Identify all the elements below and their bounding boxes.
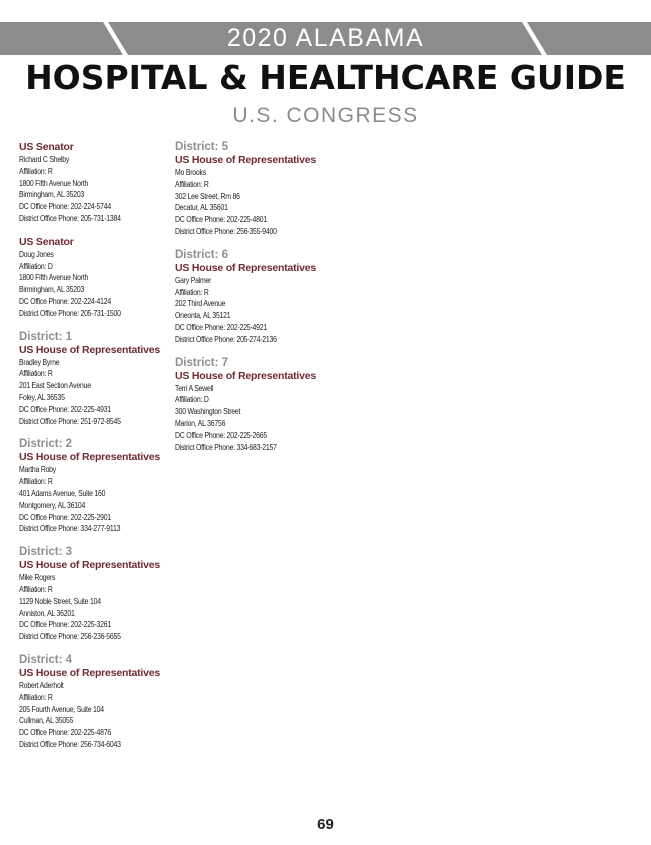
affiliation: Affiliation: D xyxy=(19,261,53,271)
district-label: District: 5 xyxy=(175,141,229,153)
city-state-zip: Montgomery, AL 36104 xyxy=(19,500,86,510)
right-column xyxy=(175,141,325,464)
district-label: District: 7 xyxy=(175,356,229,369)
affiliation: Affiliation: D xyxy=(175,395,209,405)
office-title: US House of Representatives xyxy=(19,343,161,356)
street-address: 202 Third Avenue xyxy=(175,299,226,309)
district-label: District: 3 xyxy=(19,546,73,559)
city-state-zip: Cullman, AL 35055 xyxy=(19,716,74,726)
congress-entry xyxy=(19,236,169,320)
city-state-zip: Birmingham, AL 35203 xyxy=(19,285,85,295)
dc-office-phone: DC Office Phone: 202-225-4921 xyxy=(175,322,267,332)
congress-entry xyxy=(19,331,169,428)
dc-office-phone: DC Office Phone: 202-225-2901 xyxy=(19,512,111,522)
district-office-phone: District Office Phone: 256-734-6043 xyxy=(19,739,121,749)
representative-name: Mo Brooks xyxy=(175,168,206,177)
district-label: District: 1 xyxy=(19,330,73,343)
city-state-zip: Oneonta, AL 35121 xyxy=(175,311,231,321)
representative-name: Bradley Byrne xyxy=(19,357,60,367)
street-address: 1129 Noble Street, Suite 104 xyxy=(19,596,101,606)
affiliation: Affiliation: R xyxy=(175,287,209,297)
office-title: US House of Representatives xyxy=(19,451,161,464)
congress-entry xyxy=(19,654,169,751)
representative-name: Richard C Shelby xyxy=(19,155,70,164)
header-banner xyxy=(0,22,651,55)
representative-name: Gary Palmer xyxy=(175,275,212,285)
office-title: US House of Representatives xyxy=(19,559,161,572)
left-column xyxy=(19,141,169,762)
city-state-zip: Anniston, AL 36201 xyxy=(19,608,75,618)
office-title: US House of Representatives xyxy=(19,666,161,679)
affiliation: Affiliation: R xyxy=(175,179,209,189)
representative-name: Martha Roby xyxy=(19,465,57,475)
district-office-phone: District Office Phone: 334-683-2157 xyxy=(175,442,277,452)
banner-title: 2020 ALABAMA xyxy=(226,24,425,52)
street-address: 201 East Section Avenue xyxy=(19,381,91,391)
street-address: 302 Lee Street, Rm 86 xyxy=(175,191,240,201)
district-office-phone: District Office Phone: 205-274-2136 xyxy=(175,334,277,344)
dc-office-phone: DC Office Phone: 202-225-4876 xyxy=(19,728,111,738)
office-title: US House of Representatives xyxy=(175,261,317,274)
dc-office-phone: DC Office Phone: 202-225-4931 xyxy=(19,404,111,414)
office-title: US Senator xyxy=(19,235,74,248)
congress-entry xyxy=(175,357,325,454)
city-state-zip: Decatur, AL 35601 xyxy=(175,203,228,213)
district-office-phone: District Office Phone: 334-277-9113 xyxy=(19,524,121,534)
district-office-phone: District Office Phone: 205-731-1384 xyxy=(19,213,121,223)
dc-office-phone: DC Office Phone: 202-224-5744 xyxy=(19,202,111,212)
district-label: District: 4 xyxy=(19,653,73,666)
district-office-phone: District Office Phone: 205-731-1500 xyxy=(19,308,121,318)
city-state-zip: Birmingham, AL 35203 xyxy=(19,190,85,200)
congress-entry xyxy=(19,141,169,225)
office-title: US House of Representatives xyxy=(175,369,317,382)
representative-name: Terri A Sewell xyxy=(175,383,214,393)
congress-entry xyxy=(175,141,325,238)
dc-office-phone: DC Office Phone: 202-224-4124 xyxy=(19,296,111,306)
street-address: 1800 Fifth Avenue North xyxy=(19,178,89,188)
city-state-zip: Marion, AL 36756 xyxy=(175,418,226,428)
district-office-phone: District Office Phone: 251-972-8545 xyxy=(19,416,121,426)
affiliation: Affiliation: R xyxy=(19,584,53,594)
district-label: District: 6 xyxy=(175,248,229,261)
representative-name: Doug Jones xyxy=(19,249,54,259)
district-office-phone: District Office Phone: 256-355-9400 xyxy=(175,226,277,236)
street-address: 401 Adams Avenue, Suite 160 xyxy=(19,488,106,498)
page-title: HOSPITAL & HEALTHCARE GUIDE xyxy=(25,58,626,97)
street-address: 300 Washington Street xyxy=(175,407,241,417)
street-address: 205 Fourth Avenue, Suite 104 xyxy=(19,704,104,714)
dc-office-phone: DC Office Phone: 202-225-2665 xyxy=(175,430,267,440)
page-number: 69 xyxy=(317,816,334,833)
office-title: US House of Representatives xyxy=(175,154,317,166)
city-state-zip: Foley, AL 36535 xyxy=(19,392,65,402)
affiliation: Affiliation: R xyxy=(19,166,53,176)
congress-entry xyxy=(175,249,325,346)
representative-name: Mike Rogers xyxy=(19,573,56,583)
dc-office-phone: DC Office Phone: 202-225-4801 xyxy=(175,215,267,225)
office-title: US Senator xyxy=(19,141,74,153)
congress-entry xyxy=(19,438,169,535)
affiliation: Affiliation: R xyxy=(19,369,53,379)
dc-office-phone: DC Office Phone: 202-225-3261 xyxy=(19,620,111,630)
affiliation: Affiliation: R xyxy=(19,692,53,702)
congress-entry xyxy=(19,546,169,643)
district-office-phone: District Office Phone: 256-236-5655 xyxy=(19,632,121,642)
affiliation: Affiliation: R xyxy=(19,477,53,487)
district-label: District: 2 xyxy=(19,438,73,451)
representative-name: Robert Aderholt xyxy=(19,680,64,690)
page-subtitle: U.S. CONGRESS xyxy=(232,104,419,127)
street-address: 1800 Fifth Avenue North xyxy=(19,273,89,283)
